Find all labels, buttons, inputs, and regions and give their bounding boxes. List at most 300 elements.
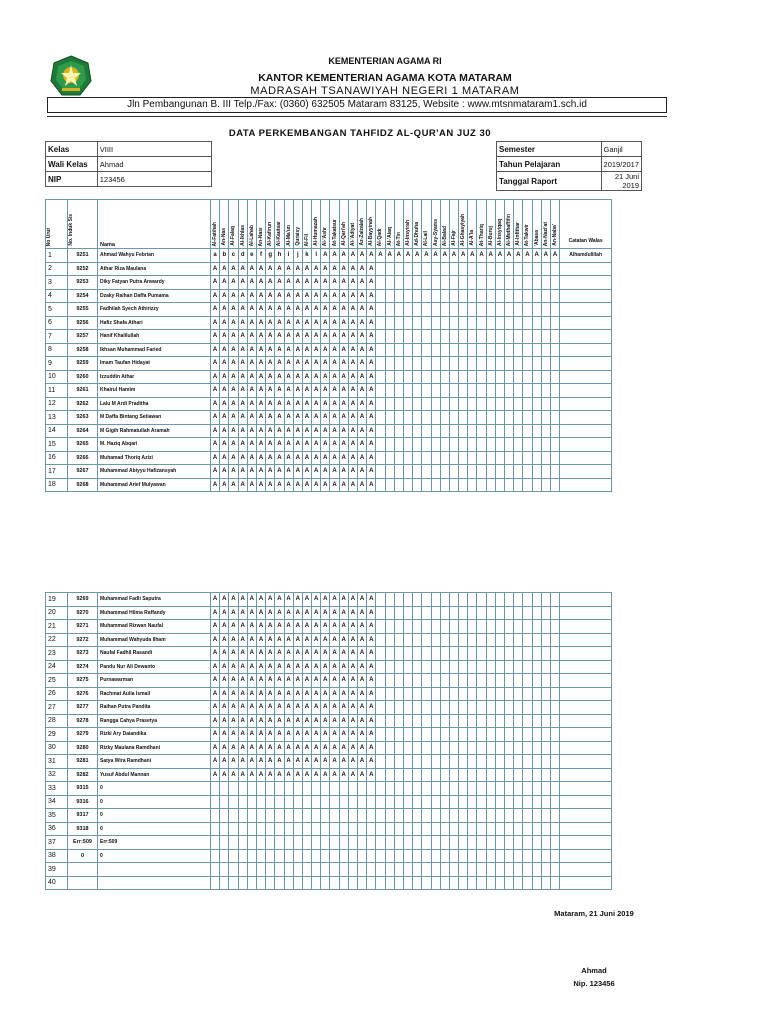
tahfidz-mark [532, 316, 541, 330]
tahfidz-mark [321, 836, 330, 850]
tahfidz-mark: A [367, 438, 376, 452]
row-number: 9 [46, 357, 68, 371]
row-number: 8 [46, 343, 68, 357]
tahfidz-mark: A [302, 674, 311, 688]
tahfidz-mark: A [293, 687, 302, 701]
row-number: 33 [46, 782, 68, 796]
tahfidz-mark: A [220, 755, 229, 769]
student-name: M. Haziq Abqari [98, 438, 211, 452]
tahfidz-mark: A [358, 741, 367, 755]
tahfidz-mark [376, 438, 385, 452]
tahfidz-mark [211, 849, 220, 863]
student-name: Purnawarman [98, 674, 211, 688]
tahfidz-mark [495, 782, 504, 796]
student-row [46, 249, 612, 263]
tahfidz-mark: A [266, 276, 275, 290]
tahfidz-mark [486, 384, 495, 398]
tahfidz-mark [394, 411, 403, 425]
student-nis: 9255 [68, 303, 98, 317]
tahfidz-mark [422, 633, 431, 647]
header-surah: Al-Lail [422, 200, 431, 249]
tahfidz-mark [459, 316, 468, 330]
tahfidz-mark [403, 465, 412, 479]
tahfidz-mark: A [256, 620, 265, 634]
tahfidz-mark [413, 465, 422, 479]
tahfidz-mark [431, 465, 440, 479]
tahfidz-mark: A [358, 249, 367, 263]
tahfidz-mark [330, 876, 339, 890]
tahfidz-mark [431, 755, 440, 769]
tahfidz-mark: A [302, 451, 311, 465]
tahfidz-mark [468, 863, 477, 877]
tahfidz-mark: A [275, 289, 284, 303]
header-surah: Quraisy [293, 200, 302, 249]
tahfidz-mark: A [266, 465, 275, 479]
tahfidz-mark [449, 330, 458, 344]
tahfidz-mark [514, 357, 523, 371]
tahfidz-mark [495, 303, 504, 317]
tahfidz-mark [403, 728, 412, 742]
tahfidz-mark [256, 822, 265, 836]
homeroom-note [560, 262, 612, 276]
tahfidz-mark [211, 836, 220, 850]
tahfidz-mark [449, 674, 458, 688]
tahfidz-mark [321, 876, 330, 890]
tahfidz-mark: A [247, 357, 256, 371]
tahfidz-mark [256, 795, 265, 809]
tahfidz-mark: A [293, 701, 302, 715]
tahfidz-mark [449, 755, 458, 769]
tahfidz-mark: A [302, 768, 311, 782]
tahfidz-mark [477, 660, 486, 674]
tahfidz-mark [422, 330, 431, 344]
tahfidz-mark [523, 741, 532, 755]
info-label: NIP [46, 172, 98, 187]
tahfidz-mark [514, 714, 523, 728]
tahfidz-mark: A [367, 674, 376, 688]
tahfidz-mark [403, 289, 412, 303]
tahfidz-mark [422, 397, 431, 411]
tahfidz-mark [550, 465, 559, 479]
tahfidz-mark: A [367, 384, 376, 398]
tahfidz-mark: A [275, 741, 284, 755]
tahfidz-mark [440, 647, 449, 661]
tahfidz-mark [394, 330, 403, 344]
homeroom-note [560, 755, 612, 769]
tahfidz-mark [486, 836, 495, 850]
tahfidz-mark: A [358, 289, 367, 303]
tahfidz-mark: A [284, 411, 293, 425]
tahfidz-mark [459, 768, 468, 782]
tahfidz-mark [284, 863, 293, 877]
tahfidz-mark: A [256, 478, 265, 492]
tahfidz-mark [367, 876, 376, 890]
tahfidz-mark: A [229, 633, 238, 647]
tahfidz-mark [532, 741, 541, 755]
tahfidz-mark: A [302, 741, 311, 755]
tahfidz-mark [550, 660, 559, 674]
tahfidz-mark [523, 411, 532, 425]
tahfidz-mark: A [293, 438, 302, 452]
tahfidz-mark [367, 849, 376, 863]
homeroom-note [560, 768, 612, 782]
class-info-table [45, 141, 212, 187]
tahfidz-mark [550, 620, 559, 634]
tahfidz-mark [449, 795, 458, 809]
tahfidz-mark: A [330, 249, 339, 263]
tahfidz-mark [422, 809, 431, 823]
tahfidz-mark: A [247, 262, 256, 276]
tahfidz-mark: A [275, 701, 284, 715]
tahfidz-mark [505, 370, 514, 384]
tahfidz-mark: A [321, 674, 330, 688]
tahfidz-mark [440, 809, 449, 823]
tahfidz-mark: A [339, 465, 348, 479]
tahfidz-mark: A [339, 384, 348, 398]
tahfidz-mark [339, 795, 348, 809]
tahfidz-mark [468, 795, 477, 809]
tahfidz-mark [514, 782, 523, 796]
tahfidz-mark [514, 809, 523, 823]
header-surah: 'Abasa [532, 200, 541, 249]
tahfidz-mark [541, 357, 550, 371]
tahfidz-mark: A [312, 660, 321, 674]
tahfidz-mark: a [211, 249, 220, 263]
tahfidz-mark: A [330, 303, 339, 317]
tahfidz-mark: A [348, 728, 357, 742]
tahfidz-mark [477, 620, 486, 634]
tahfidz-mark [394, 836, 403, 850]
tahfidz-mark: A [211, 741, 220, 755]
tahfidz-mark [394, 316, 403, 330]
tahfidz-mark: A [312, 276, 321, 290]
student-nis: 9267 [68, 465, 98, 479]
tahfidz-mark [541, 606, 550, 620]
tahfidz-mark [431, 424, 440, 438]
tahfidz-mark [532, 849, 541, 863]
tahfidz-mark [247, 782, 256, 796]
tahfidz-mark: A [256, 728, 265, 742]
tahfidz-mark [376, 478, 385, 492]
tahfidz-mark: A [229, 330, 238, 344]
tahfidz-mark [321, 822, 330, 836]
tahfidz-mark [505, 876, 514, 890]
info-row-nip [46, 172, 212, 187]
student-row [46, 795, 612, 809]
tahfidz-mark [495, 451, 504, 465]
signer-name: Ahmad [581, 966, 607, 975]
student-row [46, 822, 612, 836]
info-row-year [497, 157, 642, 172]
tahfidz-mark [403, 768, 412, 782]
tahfidz-mark [431, 262, 440, 276]
student-row [46, 343, 612, 357]
tahfidz-mark [449, 262, 458, 276]
tahfidz-mark: A [220, 343, 229, 357]
student-row [46, 593, 612, 607]
tahfidz-mark: A [302, 384, 311, 398]
tahfidz-mark [532, 606, 541, 620]
student-row [46, 660, 612, 674]
tahfidz-mark [403, 714, 412, 728]
tahfidz-mark [495, 411, 504, 425]
tahfidz-mark: A [238, 411, 247, 425]
tahfidz-mark: A [256, 647, 265, 661]
header-surah: Al-Bayyinah [367, 200, 376, 249]
tahfidz-mark: A [293, 343, 302, 357]
tahfidz-mark [284, 876, 293, 890]
tahfidz-mark: A [348, 741, 357, 755]
signature-place-date: Mataram, 21 Juni 2019 [554, 909, 634, 918]
tahfidz-mark [394, 633, 403, 647]
tahfidz-mark [523, 330, 532, 344]
tahfidz-mark: A [330, 768, 339, 782]
tahfidz-mark: A [330, 647, 339, 661]
tahfidz-mark [459, 606, 468, 620]
homeroom-note [560, 343, 612, 357]
tahfidz-mark [376, 370, 385, 384]
student-row [46, 728, 612, 742]
homeroom-note [560, 330, 612, 344]
tahfidz-mark [376, 343, 385, 357]
tahfidz-mark [449, 343, 458, 357]
homeroom-note [560, 620, 612, 634]
tahfidz-mark: A [302, 593, 311, 607]
tahfidz-mark: A [367, 451, 376, 465]
student-nis: 9251 [68, 249, 98, 263]
tahfidz-mark [394, 768, 403, 782]
row-number: 32 [46, 768, 68, 782]
tahfidz-mark [495, 438, 504, 452]
tahfidz-mark: A [229, 647, 238, 661]
tahfidz-mark [440, 316, 449, 330]
tahfidz-mark [385, 863, 394, 877]
tahfidz-mark: A [211, 262, 220, 276]
tahfidz-mark: A [229, 411, 238, 425]
tahfidz-mark [431, 687, 440, 701]
student-nis: 9318 [68, 822, 98, 836]
tahfidz-mark [339, 782, 348, 796]
tahfidz-mark [284, 822, 293, 836]
tahfidz-mark [440, 411, 449, 425]
tahfidz-mark: A [211, 647, 220, 661]
tahfidz-mark [376, 836, 385, 850]
tahfidz-mark: A [367, 370, 376, 384]
tahfidz-mark [247, 849, 256, 863]
tahfidz-mark [550, 330, 559, 344]
tahfidz-mark: A [312, 633, 321, 647]
tahfidz-mark [468, 876, 477, 890]
tahfidz-mark [459, 741, 468, 755]
tahfidz-mark: A [229, 741, 238, 755]
tahfidz-mark [440, 276, 449, 290]
student-name: 0 [98, 809, 211, 823]
tahfidz-mark [413, 593, 422, 607]
tahfidz-mark [413, 438, 422, 452]
tahfidz-mark: A [247, 330, 256, 344]
tahfidz-mark: A [229, 262, 238, 276]
tahfidz-mark [431, 741, 440, 755]
tahfidz-mark [523, 795, 532, 809]
row-number: 31 [46, 755, 68, 769]
tahfidz-mark [256, 836, 265, 850]
tahfidz-mark [376, 809, 385, 823]
tahfidz-mark: A [229, 384, 238, 398]
tahfidz-mark [385, 424, 394, 438]
tahfidz-mark [413, 849, 422, 863]
tahfidz-mark [211, 863, 220, 877]
tahfidz-mark [541, 424, 550, 438]
tahfidz-mark: A [367, 465, 376, 479]
tahfidz-mark: A [284, 728, 293, 742]
tahfidz-mark [468, 316, 477, 330]
tahfidz-mark: A [339, 606, 348, 620]
tahfidz-mark: A [238, 465, 247, 479]
tahfidz-mark [541, 438, 550, 452]
tahfidz-mark [385, 343, 394, 357]
student-name: Muhammad Abiyyu Hafizansyah [98, 465, 211, 479]
student-row [46, 478, 612, 492]
tahfidz-mark [532, 465, 541, 479]
tahfidz-mark: A [348, 316, 357, 330]
tahfidz-mark [422, 303, 431, 317]
student-name: Raihan Putra Pandita [98, 701, 211, 715]
homeroom-note [560, 397, 612, 411]
tahfidz-mark: A [266, 330, 275, 344]
tahfidz-mark [312, 863, 321, 877]
tahfidz-mark: A [440, 249, 449, 263]
tahfidz-mark: A [256, 411, 265, 425]
tahfidz-mark: A [302, 465, 311, 479]
tahfidz-mark: A [229, 606, 238, 620]
student-nis: 9279 [68, 728, 98, 742]
tahfidz-mark [505, 701, 514, 715]
tahfidz-mark: A [211, 465, 220, 479]
tahfidz-mark [514, 674, 523, 688]
row-number: 17 [46, 465, 68, 479]
tahfidz-mark [440, 370, 449, 384]
tahfidz-mark [486, 728, 495, 742]
tahfidz-mark: A [229, 701, 238, 715]
tahfidz-mark [523, 620, 532, 634]
tahfidz-mark [505, 674, 514, 688]
tahfidz-mark: A [266, 768, 275, 782]
tahfidz-mark [550, 438, 559, 452]
tahfidz-mark [449, 397, 458, 411]
tahfidz-mark: A [247, 465, 256, 479]
tahfidz-mark [422, 849, 431, 863]
tahfidz-mark [413, 660, 422, 674]
row-number: 3 [46, 276, 68, 290]
tahfidz-mark [376, 606, 385, 620]
tahfidz-mark: A [367, 276, 376, 290]
student-name: Rangga Cahya Prasetya [98, 714, 211, 728]
tahfidz-mark: A [339, 262, 348, 276]
student-row [46, 411, 612, 425]
tahfidz-mark: A [238, 303, 247, 317]
tahfidz-mark [293, 863, 302, 877]
tahfidz-mark [413, 863, 422, 877]
tahfidz-mark: A [247, 647, 256, 661]
tahfidz-mark: A [367, 768, 376, 782]
tahfidz-mark [449, 876, 458, 890]
tahfidz-mark: A [220, 316, 229, 330]
homeroom-note [560, 411, 612, 425]
header-nis: No. Induk Sis [68, 200, 98, 249]
tahfidz-mark [468, 593, 477, 607]
tahfidz-mark: A [403, 249, 412, 263]
tahfidz-mark [385, 687, 394, 701]
student-nis: 9274 [68, 660, 98, 674]
tahfidz-mark [449, 384, 458, 398]
tahfidz-mark [486, 593, 495, 607]
tahfidz-mark: A [284, 303, 293, 317]
tahfidz-mark [321, 782, 330, 796]
tahfidz-mark: A [229, 620, 238, 634]
tahfidz-mark [459, 289, 468, 303]
student-nis: 9264 [68, 424, 98, 438]
tahfidz-mark: A [211, 633, 220, 647]
tahfidz-mark [514, 620, 523, 634]
homeroom-note [560, 795, 612, 809]
tahfidz-mark: A [302, 647, 311, 661]
tahfidz-mark [477, 593, 486, 607]
student-row [46, 633, 612, 647]
tahfidz-mark [449, 438, 458, 452]
tahfidz-mark [275, 863, 284, 877]
tahfidz-mark: A [211, 289, 220, 303]
tahfidz-mark [541, 849, 550, 863]
student-row [46, 741, 612, 755]
tahfidz-mark: A [330, 370, 339, 384]
tahfidz-mark [523, 357, 532, 371]
tahfidz-mark [275, 782, 284, 796]
tahfidz-mark: A [275, 384, 284, 398]
tahfidz-mark [413, 357, 422, 371]
tahfidz-mark: A [394, 249, 403, 263]
student-nis: 9268 [68, 478, 98, 492]
tahfidz-mark: A [284, 647, 293, 661]
tahfidz-mark [449, 620, 458, 634]
tahfidz-mark: A [339, 438, 348, 452]
row-number: 28 [46, 714, 68, 728]
tahfidz-mark [459, 424, 468, 438]
tahfidz-mark [431, 289, 440, 303]
tahfidz-mark [514, 330, 523, 344]
tahfidz-mark [523, 465, 532, 479]
tahfidz-mark [422, 755, 431, 769]
tahfidz-mark: A [422, 249, 431, 263]
tahfidz-mark [422, 782, 431, 796]
tahfidz-mark: A [339, 411, 348, 425]
tahfidz-mark [376, 795, 385, 809]
tahfidz-mark [385, 660, 394, 674]
header-surah: Al-Lahab [247, 200, 256, 249]
tahfidz-mark: A [238, 438, 247, 452]
tahfidz-mark [468, 438, 477, 452]
tahfidz-mark [376, 633, 385, 647]
tahfidz-mark: A [247, 714, 256, 728]
tahfidz-mark: A [220, 451, 229, 465]
tahfidz-mark [468, 755, 477, 769]
tahfidz-mark: A [385, 249, 394, 263]
student-name: Muhamad Thoriq Azizi [98, 451, 211, 465]
homeroom-note [560, 809, 612, 823]
tahfidz-mark: A [247, 728, 256, 742]
student-row [46, 303, 612, 317]
tahfidz-mark: A [321, 701, 330, 715]
tahfidz-mark [477, 836, 486, 850]
